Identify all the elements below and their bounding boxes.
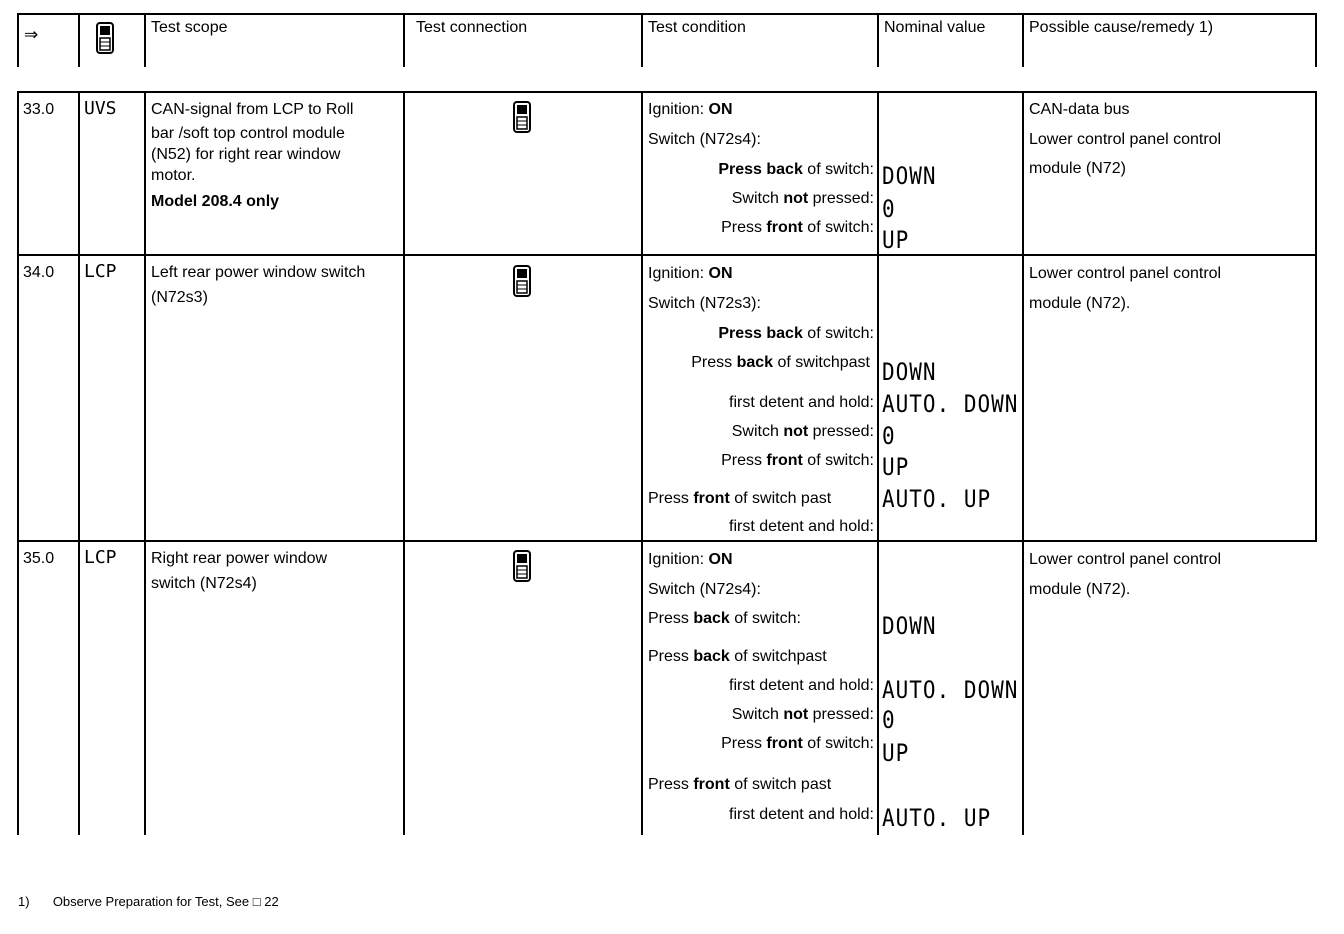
condition-press-back-past: Press back of switchpast — [691, 354, 870, 371]
nominal-value: 0 — [882, 706, 896, 734]
col-header-scope: Test scope — [151, 19, 228, 36]
remedy-line: module (N72). — [1029, 295, 1131, 312]
arrow-right-icon: ⇒ — [24, 25, 39, 44]
condition-not-pressed: Switch not pressed: — [731, 190, 874, 207]
step-number: 34.0 — [23, 264, 55, 281]
condition-switch: Switch (N72s3): — [648, 295, 761, 312]
scope-line: bar /soft top control module — [151, 125, 345, 142]
handheld-tester-icon — [513, 101, 531, 133]
condition-press-back: Press back of switch: — [648, 610, 801, 627]
condition-press-front: Press front of switch: — [721, 735, 874, 752]
remedy-line: module (N72). — [1029, 581, 1131, 598]
condition-ignition: Ignition: ON — [648, 101, 733, 118]
condition-first-detent: first detent and hold: — [729, 806, 874, 823]
step-number: 35.0 — [23, 550, 55, 567]
condition-press-front: Press front of switch: — [721, 219, 874, 236]
handheld-tester-icon — [513, 550, 531, 582]
nominal-value: DOWN — [882, 358, 937, 386]
handheld-tester-icon — [96, 22, 114, 54]
condition-first-detent: first detent and hold: — [729, 677, 874, 694]
condition-first-detent: first detent and hold: — [729, 518, 874, 535]
col-header-connection: Test connection — [416, 19, 528, 36]
col-header-nominal: Nominal value — [884, 19, 986, 36]
condition-press-front-past: Press front of switch past — [648, 490, 832, 507]
scope-line: (N52) for right rear window — [151, 146, 341, 163]
condition-press-back: Press back of switch: — [718, 161, 874, 178]
display-code: LCP — [84, 547, 117, 568]
nominal-value: UP — [882, 453, 910, 481]
footnote — [18, 892, 279, 912]
condition-switch: Switch (N72s4): — [648, 581, 761, 598]
condition-press-back-past: Press back of switchpast — [648, 648, 827, 665]
scope-line: switch (N72s4) — [151, 575, 257, 592]
scope-line: Right rear power window — [151, 550, 328, 567]
nominal-value: DOWN — [882, 162, 937, 190]
remedy-line: Lower control panel control — [1029, 551, 1222, 568]
footnote-text: Observe Preparation for Test, See — [52, 894, 250, 909]
scope-line: motor. — [151, 167, 196, 184]
nominal-value: DOWN — [882, 612, 937, 640]
remedy-line: Lower control panel control — [1029, 265, 1222, 282]
remedy-line: module (N72) — [1029, 160, 1126, 177]
nominal-value: AUTO. UP — [882, 485, 992, 513]
nominal-value: AUTO. UP — [882, 804, 992, 832]
remedy-line: CAN-data bus — [1029, 101, 1130, 118]
condition-not-pressed: Switch not pressed: — [731, 423, 874, 440]
condition-not-pressed: Switch not pressed: — [731, 706, 874, 723]
condition-ignition: Ignition: ON — [648, 265, 733, 282]
nominal-value: AUTO. DOWN — [882, 676, 1019, 704]
condition-ignition: Ignition: ON — [648, 551, 733, 568]
step-number: 33.0 — [23, 101, 55, 118]
nominal-value: AUTO. DOWN — [882, 390, 1019, 418]
footnote-page[interactable]: 22 — [264, 894, 279, 909]
condition-press-front: Press front of switch: — [721, 452, 874, 469]
scope-line: (N72s3) — [151, 289, 208, 306]
handheld-tester-icon — [513, 265, 531, 297]
scope-note: Model 208.4 only — [151, 193, 280, 210]
remedy-line: Lower control panel control — [1029, 131, 1222, 148]
scope-line: CAN-signal from LCP to Roll — [151, 101, 354, 118]
scope-line: Left rear power window switch — [151, 264, 366, 281]
footnote-marker: 1) — [18, 894, 30, 909]
page-reference-icon[interactable]: □ — [252, 894, 261, 909]
nominal-value: 0 — [882, 422, 896, 450]
col-header-condition: Test condition — [648, 19, 746, 36]
condition-switch: Switch (N72s4): — [648, 131, 761, 148]
nominal-value: UP — [882, 739, 910, 767]
condition-press-back: Press back of switch: — [718, 325, 874, 342]
condition-first-detent: first detent and hold: — [729, 394, 874, 411]
condition-press-front-past: Press front of switch past — [648, 776, 832, 793]
display-code: UVS — [84, 98, 117, 119]
display-code: LCP — [84, 261, 117, 282]
col-header-remedy: Possible cause/remedy 1) — [1029, 19, 1214, 36]
nominal-value: 0 — [882, 195, 896, 223]
nominal-value: UP — [882, 226, 910, 254]
